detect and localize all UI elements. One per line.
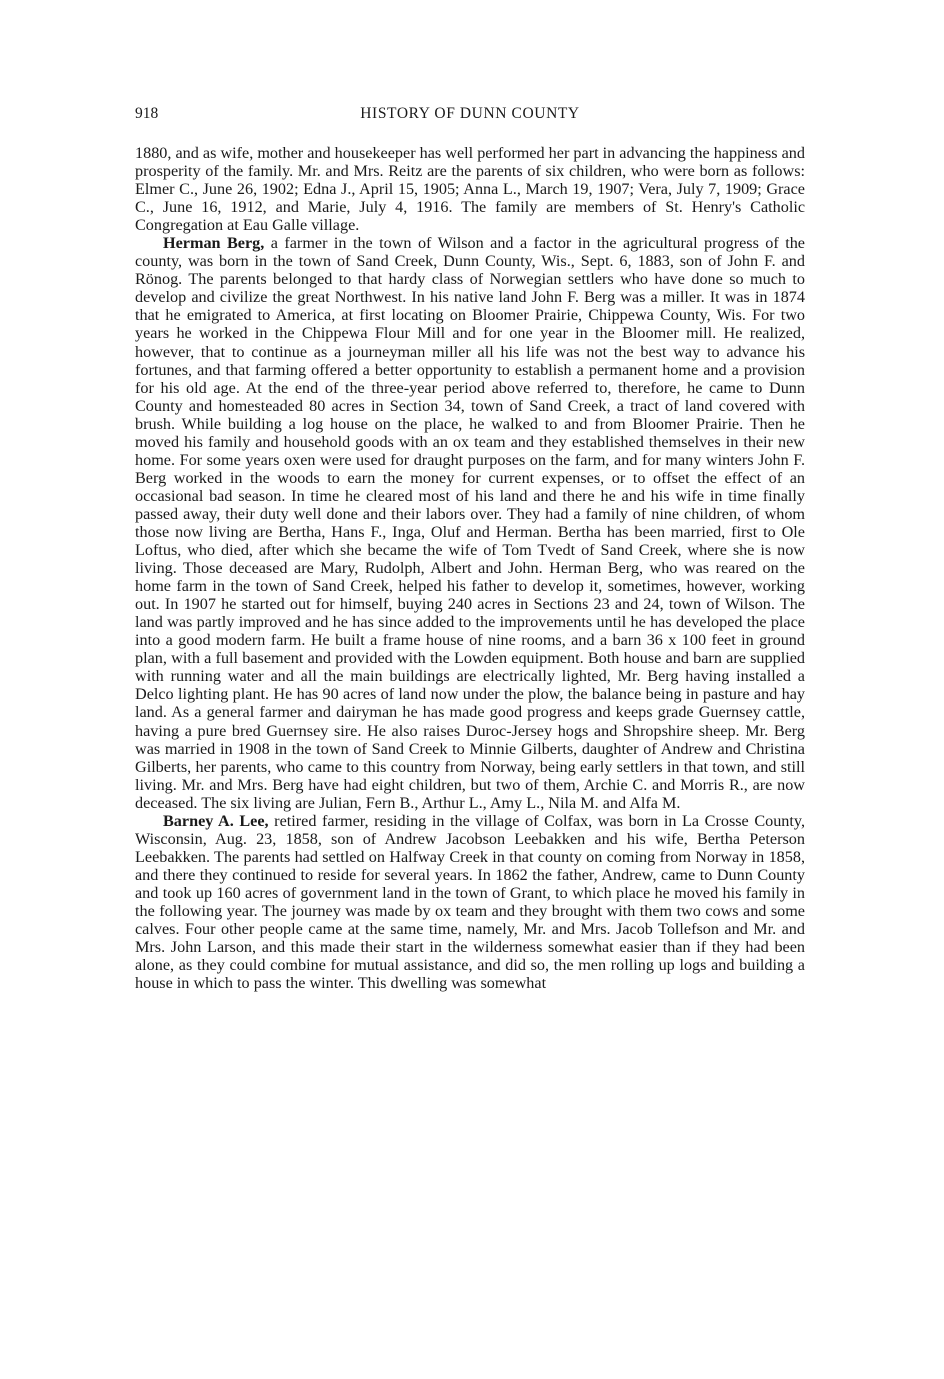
biography-name: Barney A. Lee, — [163, 811, 269, 830]
page-header — [135, 105, 805, 127]
body-text — [135, 144, 805, 992]
paragraph-barney-lee — [135, 812, 805, 992]
paragraph-text: a farmer in the town of Wilson and a factor in the agricultural progress of the county, was born in the town of Sand Creek, Dunn County, Wis., Sept. 6, 1883, son of John F. and Rönog. The parents belonged to that hardy class of Norwegian settlers who have done so much to develop and civilize the great Northwest. In his native land John F. Berg was a miller. It was in 1874 that he emigrated to America, at first locating on Bloomer Prairie, Chippewa County, Wis. For two years he worked in the Chippewa Flour Mill and for one year in the Bloomer mill. He realized, however, that to continue as a journeyman miller all his life was not the best way to advance his fortunes, and that farming offered a better opportunity to establish a permanent home and a provision for his old age. At the end of the three-year period above referred to, therefore, he came to Dunn County and homesteaded 80 acres in Section 34, town of Sand Creek, a tract of land covered with brush. While building a log house on the place, he walked to and from Bloomer Prairie. Then he moved his family and household goods with an ox team and they established themselves in their new home. For some years oxen were used for draught purposes on the farm, and for many winters John F. Berg worked in the woods to earn the money for current expenses, or to offset the effect of an occasional bad season. In time he cleared most of his land and there he and his wife in time finally passed away, their duty well done and their labors over. They had a family of nine children, of whom those now living are Bertha, Hans F., Inga, Oluf and Herman. Bertha has been married, first to Ole Loftus, who died, after which she became the wife of Tom Tvedt of Sand Creek, where she is now living. Those deceased are Mary, Rudolph, Albert and John. Herman Berg, who was reared on the home farm in the town of Sand Creek, helped his father to develop it, sometimes, however, working out. In 1907 he started out for himself, buying 240 acres in Sections 23 and 24, town of Wilson. The land was partly improved and he has since added to the improvements until he has developed the place into a good modern farm. He built a frame house of nine rooms, and a barn 36 x 100 feet in ground plan, with a full basement and provided with the Lowden equipment. Both house and barn are supplied with running water and all the main buildings are electrically lighted, Mr. Berg having installed a Delco lighting plant. He has 90 acres of land now under the plow, the balance being in pasture and hay land. As a general farmer and dairyman he has made good progress and keeps grade Guernsey cattle, having a pure bred Guernsey sire. He also raises Duroc-Jersey hogs and Shropshire sheep. Mr. Berg was married in 1908 in the town of Sand Creek to Minnie Gilberts, daughter of Andrew and Christina Gilberts, her parents, who came to this country from Norway, being early settlers in that town, and still living. Mr. and Mrs. Berg have had eight children, but two of them, Archie C. and Morris R., are now deceased. The six living are Julian, Fern B., Arthur L., Amy L., Nila M. and Alfa M. — [135, 234, 805, 812]
running-head: HISTORY OF DUNN COUNTY — [360, 105, 580, 122]
page-number: 918 — [135, 105, 159, 122]
paragraph-herman-berg — [135, 234, 805, 812]
paragraph-reitz-continued — [135, 144, 805, 234]
paragraph-text: retired farmer, residing in the village of Colfax, was born in La Crosse County, Wisconsin, Aug. 23, 1858, son of Andrew Jacobson Leebakken and his wife, Bertha Peterson Leebakken. The parents had settled on Halfway Creek in that county on coming from Norway in 1858, and there they continued to reside for several years. In 1862 the father, Andrew, came to Dunn County and took up 160 acres of government land in the town of Grant, to which place he moved his family in the following year. The journey was made by ox team and they brought with them two cows and some calves. Four other people came at the same time, namely, Mr. and Mrs. Jacob Tollefson and Mr. and Mrs. John Larson, and this made their start in the wilderness somewhat easier than if they had been alone, as they could combine for mutual assistance, and did so, the men rolling up logs and building a house in which to pass the winter. This dwelling was somewhat — [135, 811, 805, 993]
biography-name: Herman Berg, — [163, 234, 265, 253]
paragraph-text: 1880, and as wife, mother and housekeeper has well performed her part in advancing the happiness and prosperity of the family. Mr. and Mrs. Reitz are the parents of six children, who were born as follows: Elmer C., June 26, 1902; Edna J., April 15, 1905; Anna L., March 19, 1907; Vera, July 7, 1909; Grace C., June 16, 1912, and Marie, July 4, 1916. The family are members of St. Henry's Catholic Congregation at Eau Galle village. — [135, 144, 805, 235]
